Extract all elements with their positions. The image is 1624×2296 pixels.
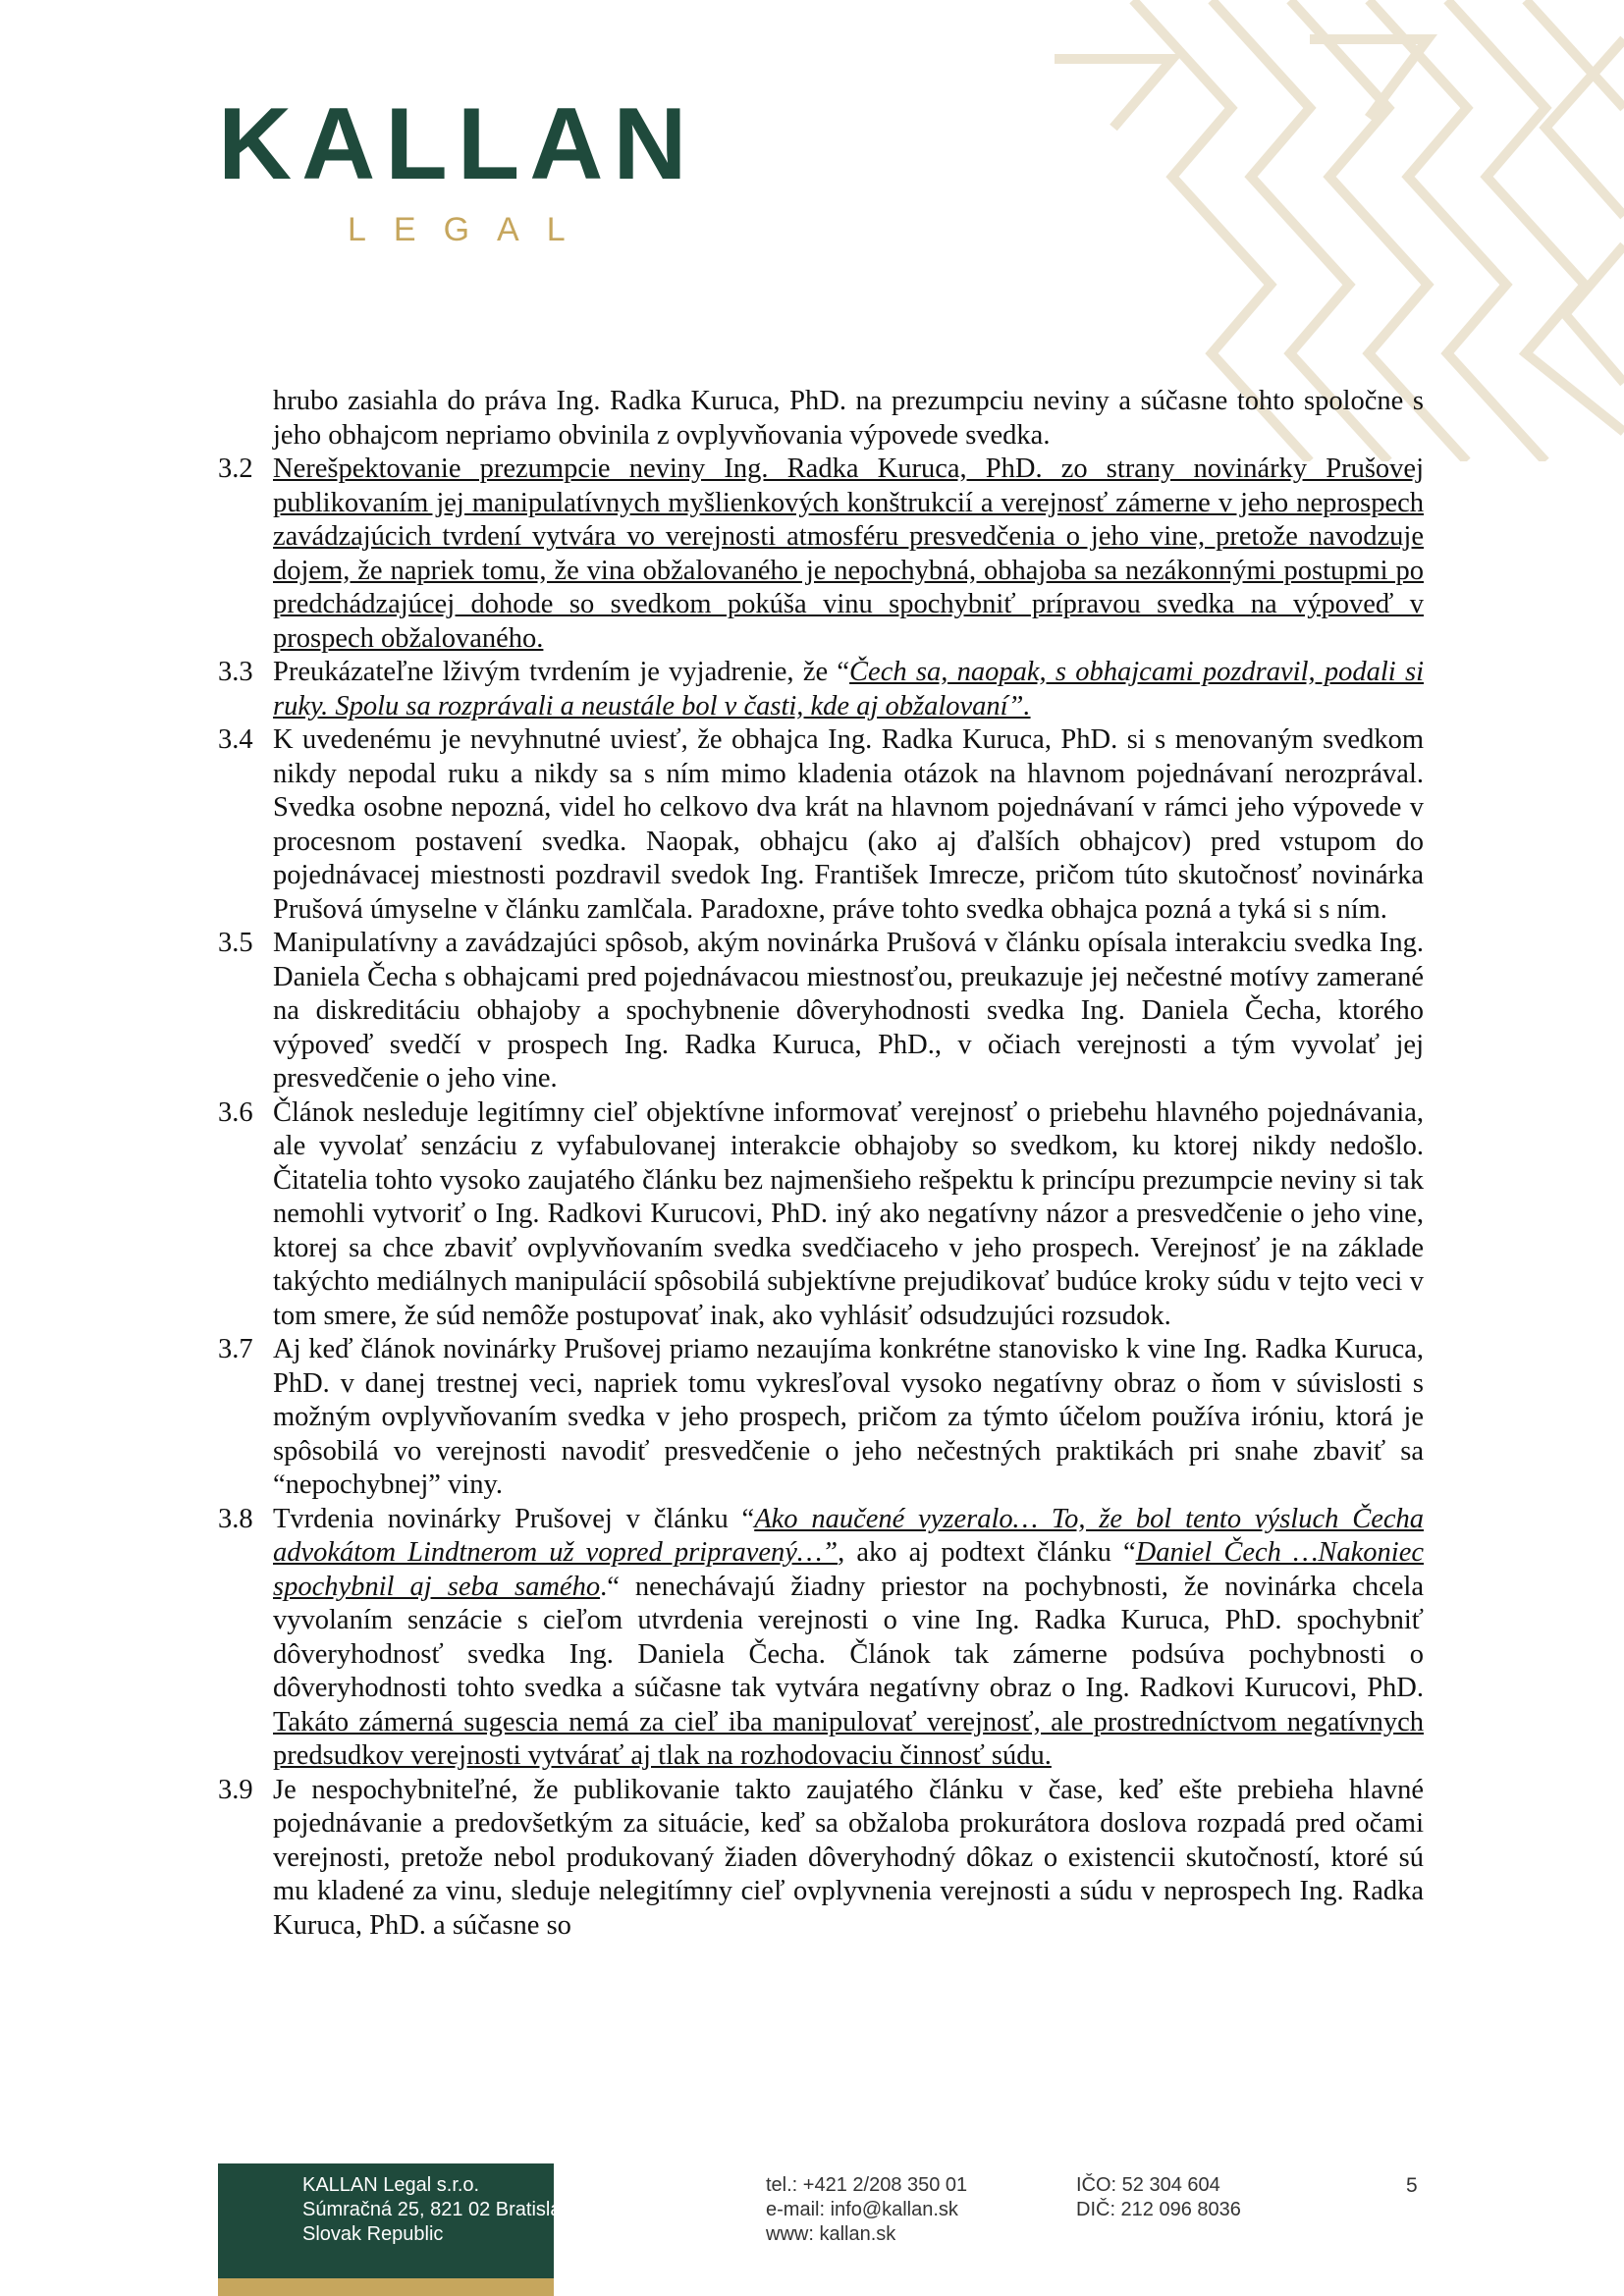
logo-wordmark: KALLAN: [218, 87, 697, 201]
logo-subtitle: LEGAL: [348, 211, 593, 248]
footer-company-ids: [1076, 2173, 1241, 2222]
text-run: Preukázateľne lživým tvrdením je vyjadrenie, že “: [273, 657, 850, 687]
paragraph-3-2: [218, 453, 1424, 656]
text-run: .“ nenechávajú žiadny priestor na pochybnosti, že novinárka chcela vyvolaním senzácie s cieľom utvrdenia verejnosti o vine Ing. Radka Kuruca, PhD. spochybniť dôveryhodnosť svedka Ing. Daniela Čecha. Článok tak zámerne podsúva pochybnosti o dôveryhodnosti tohto svedka a súčasne tak vytvára negatívny obraz o Ing. Radkovi Kurucovi, PhD.: [273, 1571, 1424, 1703]
footer-address: Súmračná 25, 821 02 Bratislava: [302, 2199, 582, 2220]
document-body: [218, 385, 1424, 1943]
paragraph-number: 3.3: [218, 657, 253, 687]
paragraph-text: [273, 1333, 1424, 1503]
paragraph-text: [273, 927, 1424, 1096]
paragraph-number: 3.4: [218, 724, 253, 755]
paragraph-text: [273, 1096, 1424, 1334]
footer-phone: tel.: +421 2/208 350 01: [766, 2174, 968, 2196]
text-run: Aj keď článok novinárky Prušovej priamo nezaujíma konkrétne stanovisko k vine Ing. Radka Kuruca, PhD. v danej trestnej veci, napriek tomu vykresľoval vysoko negatívny obraz o ňom v súvislosti s možným ovplyvňovaním svedka v jeho prospech, pričom za týmto účelom používa iróniu, ktorá je spôsobilá vo verejnosti navodiť presvedčenie o jeho nečestných praktikách pri snahe zbaviť sa “nepochybnej” viny.: [273, 1334, 1424, 1500]
footer-country: Slovak Republic: [302, 2223, 444, 2245]
paragraph-text: [273, 1774, 1424, 1944]
footer-ico: IČO: 52 304 604: [1076, 2174, 1220, 2196]
paragraph-number: 3.5: [218, 928, 253, 958]
text-run: Tvrdenia novinárky Prušovej v článku “: [273, 1503, 755, 1534]
paragraph-number: 3.9: [218, 1774, 253, 1805]
paragraph-3-9: [218, 1774, 1424, 1944]
paragraph-text: [273, 453, 1424, 656]
paragraph-3-6: [218, 1096, 1424, 1334]
paragraph-number: 3.6: [218, 1096, 253, 1128]
paragraph-3-4: [218, 723, 1424, 927]
footer-gold-strip: [218, 2278, 554, 2296]
text-run: Článok nesleduje legitímny cieľ objektívne informovať verejnosť o priebehu hlavného pojednávania, ale vyvolať senzáciu z vyfabulovanej interakcie obhajoby so svedkom, ku ktorej nikdy nedošlo. Čitatelia tohto vysoko zaujatého článku bez najmenšieho rešpektu k princípu prezumpcie neviny si tak nemohli vytvoriť o Ing. Radkovi Kurucovi, PhD. iný ako negatívny názor a presvedčenie o jeho vine, ktorej sa chce zbaviť ovplyvňovaním svedka svedčiaceho v jeho prospech. Verejnosť je na základe takýchto mediálnych manipulácií spôsobilá subjektívne prejudikovať budúce kroky súdu v tejto veci v tom smere, že súd nemôže postupovať inak, ako vyhlásiť odsudzujúci rozsudok.: [273, 1096, 1424, 1331]
text-run: K uvedenému je nevyhnutné uviesť, že obhajca Ing. Radka Kuruca, PhD. si s menovaným svedkom nikdy nepodal ruku a nikdy sa s ním mimo kladenia otázok na hlavnom pojednávaní nerozprával. Svedka osobne nepozná, videl ho celkovo dva krát na hlavnom pojednávaní v rámci jeho výpovede v procesnom postavení svedka. Naopak, obhajcu (ako aj ďalších obhajcov) pred vstupom do pojednávacej miestnosti pozdravil svedok Ing. František Imrecze, pričom túto skutočnosť novinárka Prušová úmyselne v článku zamlčala. Paradoxne, práve tohto svedka obhajca pozná a tyká si s ním.: [273, 724, 1424, 925]
paragraph-number: 3.2: [218, 454, 253, 484]
numbered-paragraphs: [218, 453, 1424, 1943]
paragraph-text: [273, 723, 1424, 927]
emphasized-text: Daniel Čech …Nakoniec spochybnil aj seba samého: [273, 1537, 1424, 1602]
paragraph-number: 3.8: [218, 1503, 253, 1534]
emphasized-text: Čech sa, naopak, s obhajcami pozdravil, podali si ruky. Spolu sa rozprávali a neustále bol v časti, kde aj obžalovaní”.: [273, 657, 1424, 721]
footer-dic: DIČ: 212 096 8036: [1076, 2199, 1241, 2220]
paragraph-3-7: [218, 1333, 1424, 1503]
page-number: 5: [1406, 2174, 1418, 2197]
paragraph-3-3: [218, 656, 1424, 723]
text-run: Je nespochybniteľné, že publikovanie takto zaujatého článku v čase, keď ešte prebieha hlavné pojednávanie a predovšetkým za situácie, keď sa obžaloba prokurátora doslova rozpadá pred očami verejnosti, pretože nebol produkovaný žiaden dôveryhodný dôkaz o existencii skutočností, ktoré sú mu kladené za vinu, sleduje nelegitímny cieľ ovplyvnenia verejnosti a súdu v neprospech Ing. Radka Kuruca, PhD. a súčasne so: [273, 1774, 1424, 1941]
emphasized-text: Nerešpektovanie prezumpcie neviny Ing. Radka Kuruca, PhD. zo strany novinárky Prušovej publikovaním jej manipulatívnych myšlienkových konštrukcií a verejnosť zámerne v jeho neprospech zavádzajúcich tvrdení vytvára vo verejnosti atmosféru presvedčenia o jeho vine, pretože navodzuje dojem, že napriek tomu, že vina obžalovaného je nepochybná, obhajoba sa nezákonnými postupmi po predchádzajúcej dohode so svedkom pokúša vinu spochybniť prípravou svedka na výpoveď v prospech obžalovaného.: [273, 454, 1424, 654]
text-run: Manipulatívny a zavádzajúci spôsob, akým novinárka Prušová v článku opísala interakciu svedka Ing. Daniela Čecha s obhajcami pred pojednávacou miestnosťou, preukazuje jej nečestné motívy zamerané na diskreditáciu obhajoby a spochybnenie dôveryhodnosti svedka Ing. Daniela Čecha, ktorého výpoveď svedčí v prospech Ing. Radka Kuruca, PhD., v očiach verejnosti a tým vyvolať jej presvedčenie o jeho vine.: [273, 928, 1424, 1094]
text-run: , ako aj podtext článku “: [838, 1537, 1136, 1568]
paragraph-3-8: [218, 1503, 1424, 1774]
footer-company-info: [302, 2173, 582, 2247]
emphasized-text: Takáto zámerná sugescia nemá za cieľ iba manipulovať verejnosť, ale prostredníctvom negatívnych predsudkov verejnosti vytvárať aj tlak na rozhodovaciu činnosť súdu.: [273, 1706, 1424, 1771]
footer-contact-info: [766, 2173, 967, 2247]
paragraph-number: 3.7: [218, 1334, 253, 1364]
company-logo: [218, 87, 697, 248]
paragraph-3-5: [218, 927, 1424, 1096]
intro-paragraph: hrubo zasiahla do práva Ing. Radka Kuruca, PhD. na prezumpciu neviny a súčasne tohto spoločne s jeho obhajcom nepriamo obvinila z ovplyvňovania výpovede svedka.: [273, 386, 1424, 451]
footer-website: www: kallan.sk: [766, 2223, 896, 2245]
footer-email: e-mail: info@kallan.sk: [766, 2199, 958, 2220]
paragraph-text: [273, 1503, 1424, 1774]
emphasized-text: Ako naučené vyzeralo… To, že bol tento výsluch Čecha advokátom Lindtnerom už vopred pripravený…”: [273, 1503, 1425, 1568]
paragraph-text: [273, 656, 1424, 723]
footer-company-name: KALLAN Legal s.r.o.: [302, 2174, 480, 2196]
